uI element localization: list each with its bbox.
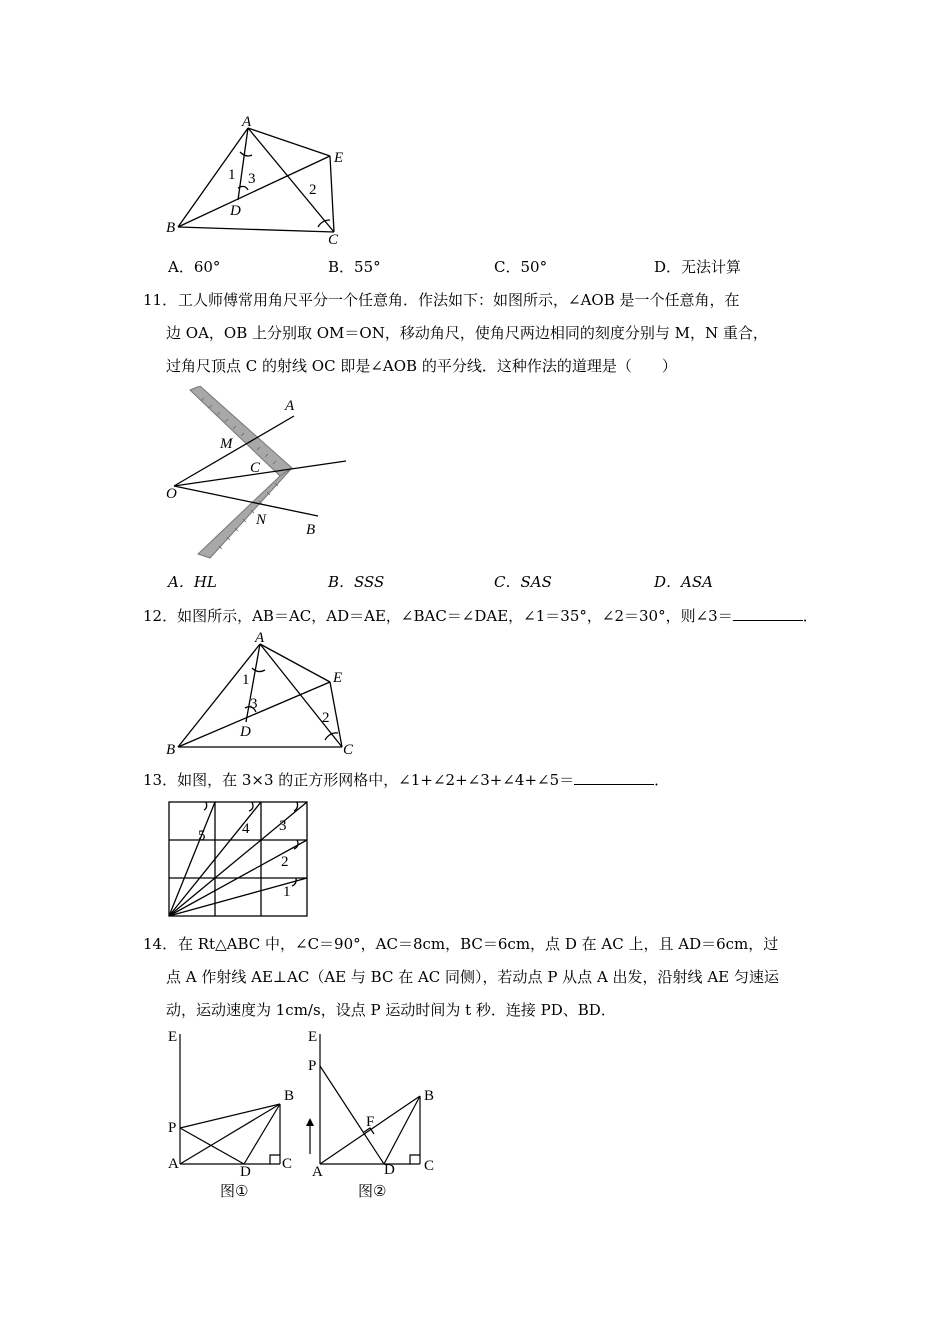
q12-text: 如图所示，AB＝AC，AD＝AE，∠BAC＝∠DAE，∠1＝35°，∠2＝30°，则∠3＝	[177, 607, 733, 625]
carpenter-square	[190, 386, 292, 558]
q12-label-C: C	[343, 742, 354, 758]
q10-option-d[interactable]: D．无法计算	[654, 258, 742, 276]
q13-number: 13．	[143, 771, 178, 789]
q10-angle-1: 1	[228, 167, 236, 183]
q12-angle-3: 3	[250, 696, 258, 712]
q11-figure	[160, 386, 360, 562]
q12-question	[143, 606, 818, 626]
q11-label-O: O	[166, 486, 177, 502]
q12-label-D: D	[240, 724, 251, 740]
q13-answer-blank[interactable]	[574, 770, 654, 785]
q14-fig2-label-P: P	[308, 1058, 317, 1074]
q14-fig1-label-D: D	[240, 1164, 251, 1180]
q11-label-B: B	[306, 522, 316, 538]
q13-angle-4: 4	[242, 821, 250, 837]
q12-number: 12．	[143, 607, 178, 625]
q10-label-D: D	[230, 203, 241, 219]
q12-label-B: B	[166, 742, 176, 758]
q14-fig1-label-P: P	[168, 1120, 177, 1136]
q10-figure	[160, 112, 350, 247]
q11-line-3: 过角尺顶点 C 的射线 OC 即是∠AOB 的平分线．这种作法的道理是（ ）	[166, 357, 677, 375]
q14-fig2-label-D: D	[384, 1162, 395, 1178]
up-arrow-icon	[306, 1118, 314, 1126]
q10-option-a[interactable]: A．60°	[168, 258, 221, 276]
q14-fig2-label-B: B	[424, 1088, 435, 1104]
q14-line-3: 动，运动速度为 1cm/s，设点 P 运动时间为 t 秒．连接 PD、BD．	[166, 1001, 616, 1019]
q11-option-d[interactable]: D．ASA	[654, 573, 713, 591]
q11-number: 11．	[143, 291, 178, 309]
q13-text: 如图，在 3×3 的正方形网格中，∠1+∠2+∠3+∠4+∠5＝	[177, 771, 575, 789]
q14-fig1-label-E: E	[168, 1029, 178, 1045]
q11-label-C: C	[250, 460, 261, 476]
q12-figure	[160, 632, 360, 760]
q14-fig2-label-A: A	[312, 1164, 323, 1180]
q10-label-E: E	[334, 150, 344, 166]
q14-line-1: 在 Rt△ABC 中，∠C＝90°，AC＝8cm，BC＝6cm，点 D 在 AC 上，且 AD＝6cm，过	[178, 935, 779, 953]
q12-label-E: E	[333, 670, 343, 686]
q10-angle-2: 2	[309, 182, 317, 198]
q11-label-A: A	[285, 398, 295, 414]
q12-answer-blank[interactable]	[733, 606, 803, 621]
q14-fig1-caption: 图①	[220, 1182, 249, 1200]
q11-option-c[interactable]: C．SAS	[494, 573, 552, 591]
q14-number: 14．	[143, 935, 178, 953]
q12-angle-2: 2	[322, 710, 330, 726]
q12-end: ．	[802, 607, 818, 625]
q14-fig1-label-B: B	[284, 1088, 295, 1104]
q11-label-N: N	[256, 512, 267, 528]
q10-option-b[interactable]: B．55°	[328, 258, 381, 276]
q13-question	[143, 770, 669, 790]
q13-angle-2: 2	[281, 854, 289, 870]
q13-grid-figure	[164, 798, 314, 922]
q14-fig2-label-E: E	[308, 1029, 318, 1045]
q11-option-b[interactable]: B．SSS	[328, 573, 385, 591]
q10-label-C: C	[328, 232, 339, 247]
q11-line-1: 工人师傅常用角尺平分一个任意角．作法如下：如图所示，∠AOB 是一个任意角，在	[178, 291, 740, 309]
q13-angle-5: 5	[198, 828, 206, 844]
q10-angle-3: 3	[248, 171, 256, 187]
q14-figure-2	[300, 1028, 450, 1208]
q14-fig1-label-A: A	[168, 1156, 179, 1172]
q12-label-A: A	[255, 632, 265, 646]
q14-fig1-label-C: C	[282, 1156, 293, 1172]
q14-fig2-caption: 图②	[358, 1182, 387, 1200]
q12-angle-1: 1	[242, 672, 250, 688]
q10-label-B: B	[166, 220, 176, 236]
q14-figure-1	[160, 1028, 300, 1208]
q10-option-c[interactable]: C．50°	[494, 258, 548, 276]
q13-angle-1: 1	[283, 884, 291, 900]
q13-end: ．	[654, 771, 670, 789]
q14-fig2-label-C: C	[424, 1158, 435, 1174]
q14-line-2: 点 A 作射线 AE⊥AC（AE 与 BC 在 AC 同侧），若动点 P 从点 A 出发，沿射线 AE 匀速运	[166, 968, 779, 986]
q11-line-2: 边 OA，OB 上分别取 OM＝ON，移动角尺，使角尺两边相同的刻度分别与 M，N 重合，	[166, 324, 768, 342]
q14-fig2-label-F: F	[366, 1114, 375, 1130]
q11-option-a[interactable]: A．HL	[168, 573, 217, 591]
q11-label-M: M	[220, 436, 233, 452]
q13-angle-3: 3	[279, 818, 287, 834]
q10-label-A: A	[242, 114, 252, 130]
